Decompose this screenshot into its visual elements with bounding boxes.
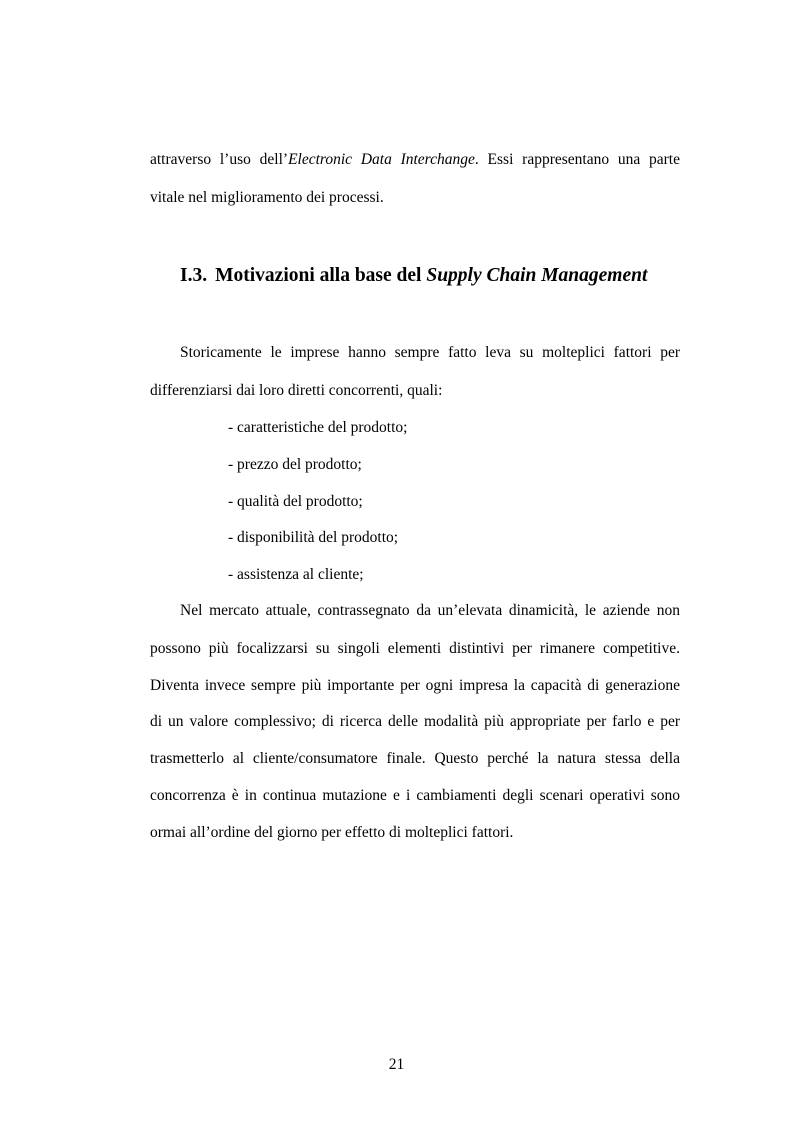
list-item: - caratteristiche del prodotto;	[228, 419, 408, 436]
main-line-4: di un valore complessivo; di ricerca delle modalità più appropriate per farlo e per	[150, 713, 680, 730]
paragraph-top-line-1	[150, 150, 680, 170]
list-item: - assistenza al cliente;	[228, 566, 364, 583]
text-fragment: attraverso l’uso dell’	[150, 151, 289, 168]
section-title-italic: Supply Chain Management	[426, 265, 648, 286]
section-title-plain: Motivazioni alla base del	[215, 265, 427, 286]
section-heading	[180, 263, 647, 289]
main-line-3: Diventa invece sempre più importante per ogni impresa la capacità di generazione	[150, 677, 680, 694]
italic-term: Electronic Data Interchange	[288, 151, 475, 168]
main-line-2: possono più focalizzarsi su singoli elementi distintivi per rimanere competitive.	[150, 640, 680, 657]
intro-line-1: Storicamente le imprese hanno sempre fatto leva su molteplici fattori per	[180, 344, 680, 361]
main-line-7: ormai all’ordine del giorno per effetto di molteplici fattori.	[150, 824, 514, 841]
section-number: I.3.	[180, 265, 208, 286]
list-item: - disponibilità del prodotto;	[228, 529, 399, 546]
main-line-6: concorrenza è in continua mutazione e i cambiamenti degli scenari operativi sono	[150, 787, 680, 804]
paragraph-top-line-2: vitale nel miglioramento dei processi.	[150, 189, 384, 206]
list-item: - prezzo del prodotto;	[228, 456, 362, 473]
text-fragment: . Essi rappresentano una parte	[474, 151, 680, 168]
list-item: - qualità del prodotto;	[228, 493, 363, 510]
page-number: 21	[388, 1056, 405, 1073]
intro-line-2: differenziarsi dai loro diretti concorrenti, quali:	[150, 382, 443, 399]
main-line-5: trasmetterlo al cliente/consumatore finale. Questo perché la natura stessa della	[150, 750, 680, 767]
main-line-1: Nel mercato attuale, contrassegnato da un’elevata dinamicità, le aziende non	[180, 602, 680, 619]
